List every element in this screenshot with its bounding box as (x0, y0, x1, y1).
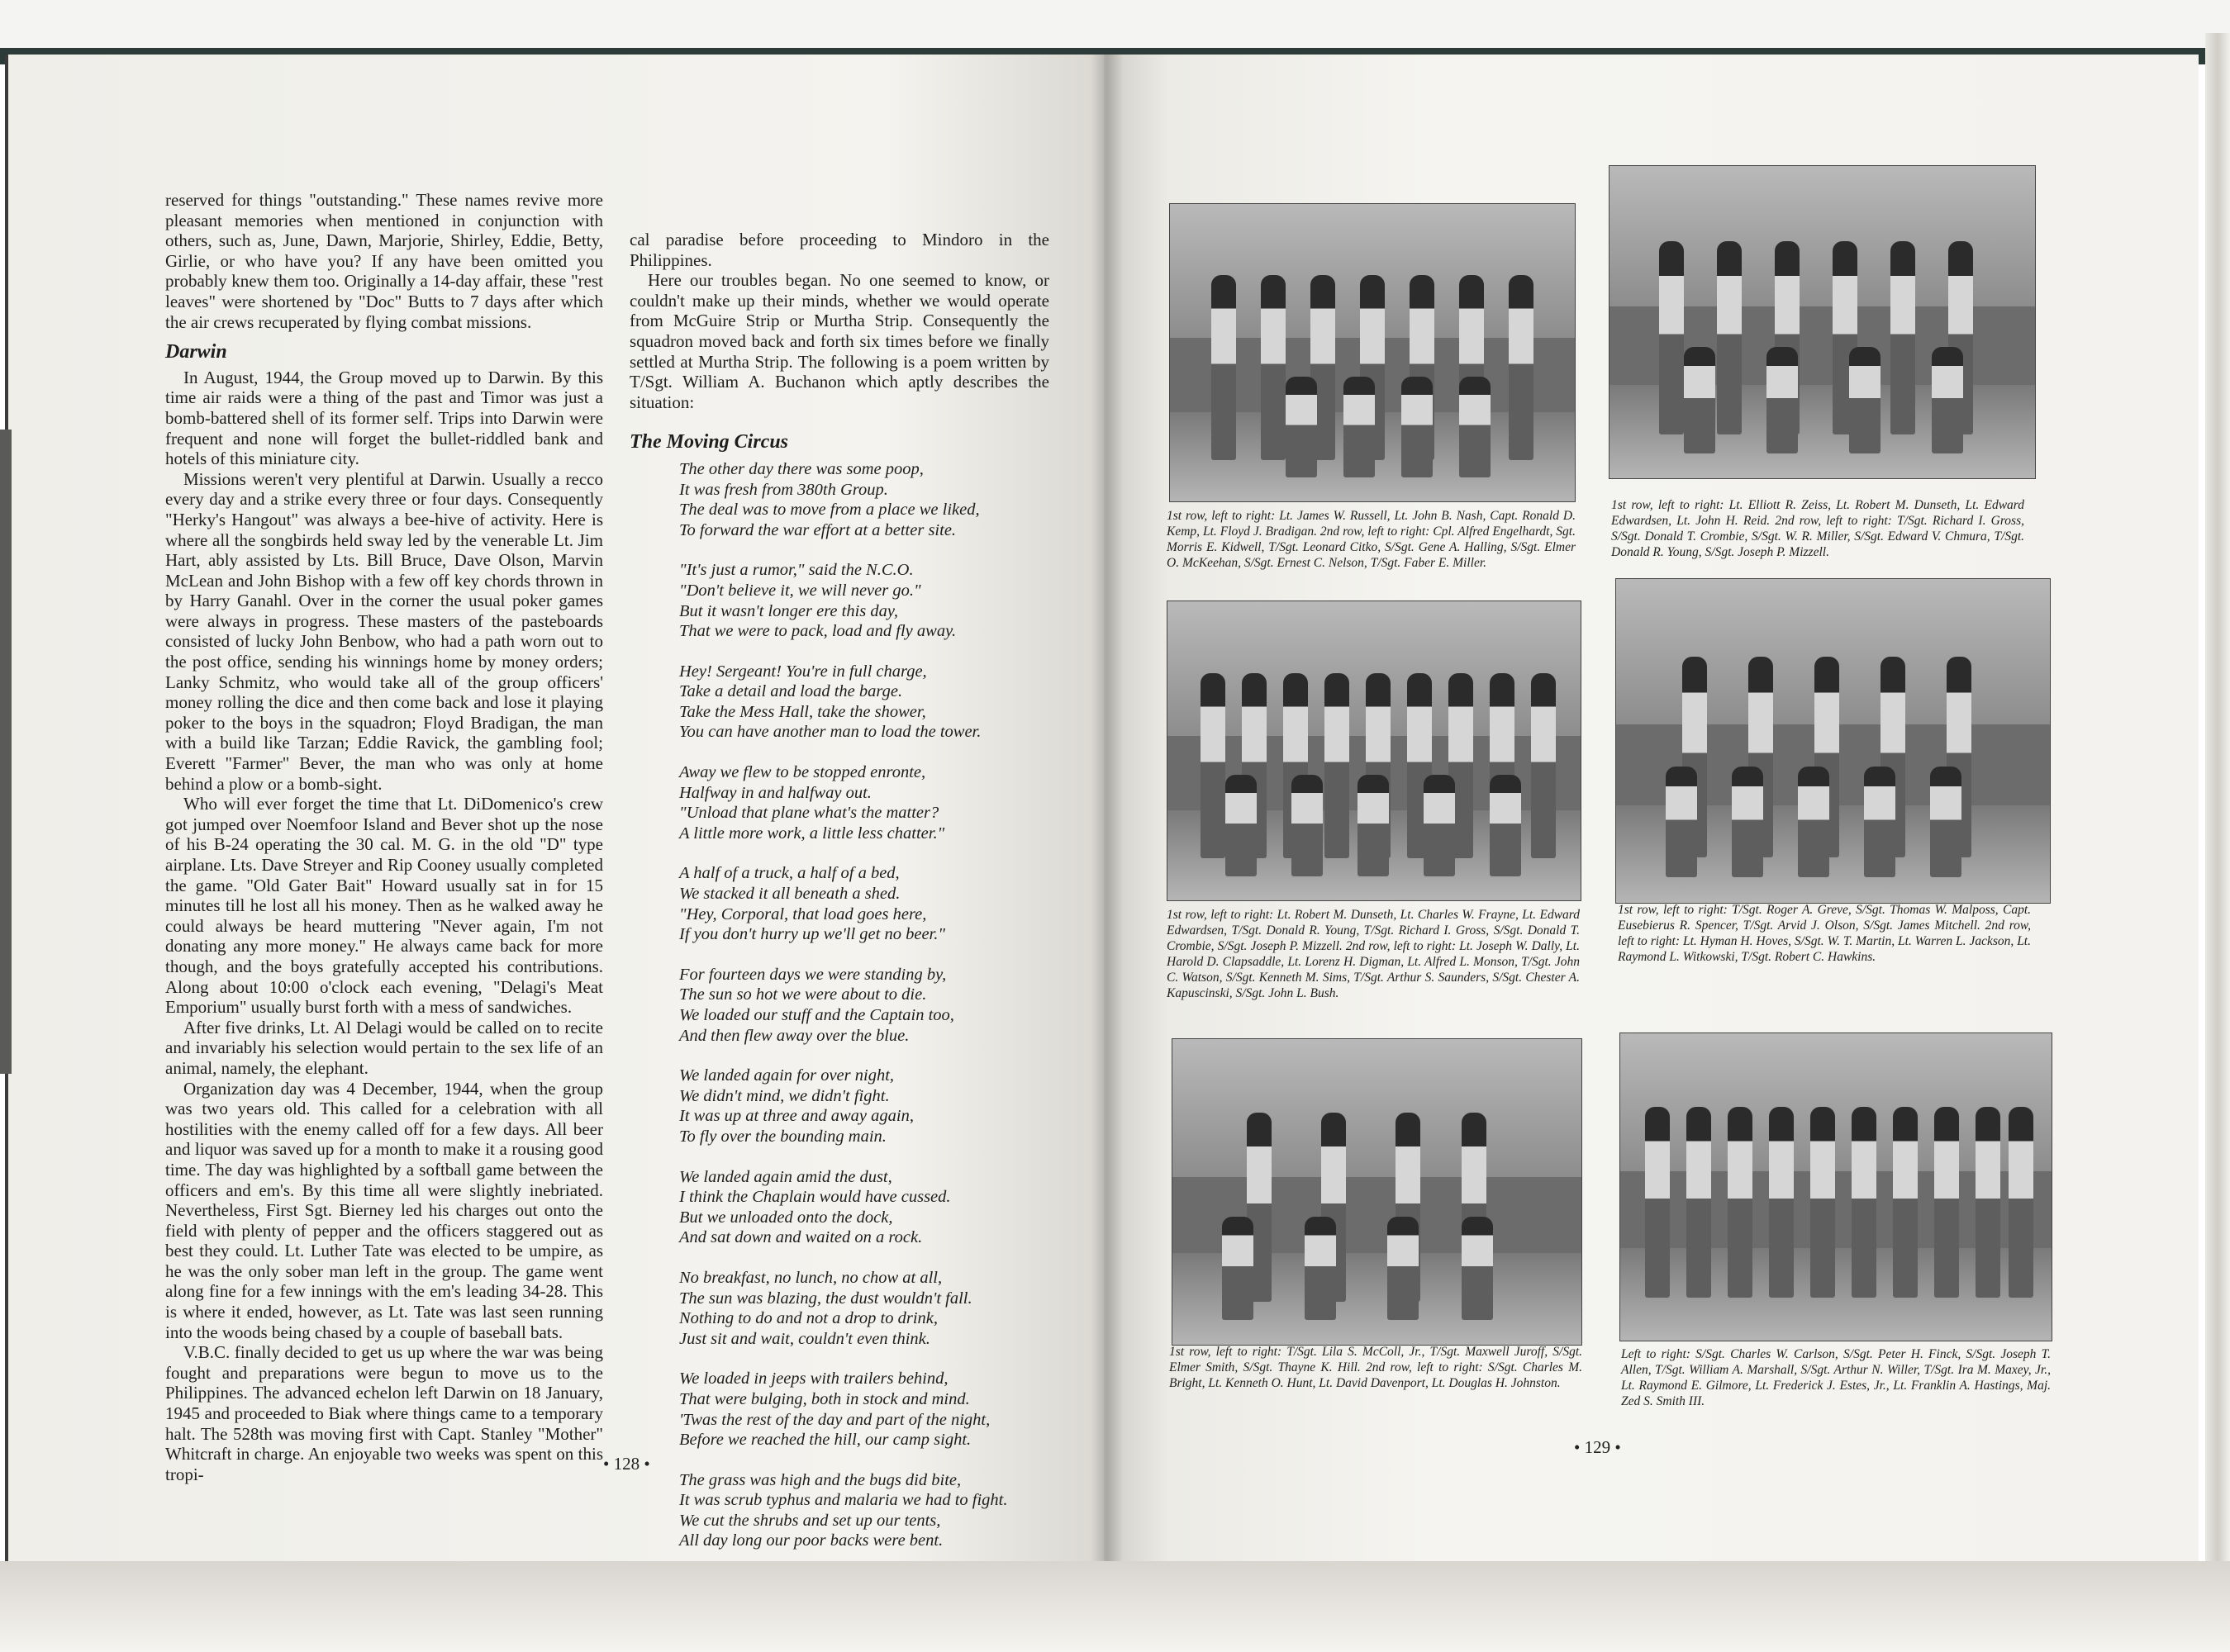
photo-caption-4: 1st row, left to right: T/Sgt. Roger A. Greve, S/Sgt. Thomas W. Malposs, Capt. Eusebierus R. Spencer, T/Sgt. Arvid J. Olson, S/Sgt. James Mitchell. 2nd row, left to right: Lt. Hyman H. Hoves, S/Sgt. W. T. Martin, Lt. Warren L. Jackson, Lt. Raymond L. Witkowski, T/Sgt. Robert C. Hawkins. (1618, 903, 2031, 964)
photo-caption-1: 1st row, left to right: Lt. James W. Russell, Lt. John B. Nash, Capt. Ronald D. Kemp, Lt. Floyd J. Bradigan. 2nd row, left to right: Cpl. Alfred Engelhardt, Sgt. Morris E. Kidwell, T/Sgt. Leonard Citko, S/Sgt. Gene A. Halling, S/Sgt. Elmer O. McKeehan, S/Sgt. Ernest C. Nelson, T/Sgt. Faber E. Miller. (1167, 509, 1576, 570)
poem-line: That were bulging, both in stock and mind. (679, 1389, 970, 1408)
poem-stanza (679, 863, 1049, 944)
poem-line: And sat down and waited on a rock. (679, 1228, 923, 1247)
poem-line: "Hey, Corporal, that load goes here, (679, 904, 927, 923)
poem-moving-circus (679, 459, 1049, 1551)
poem-line: "Unload that plane what's the matter? (679, 804, 939, 823)
poem-line: If you don't hurry up we'll get no beer." (679, 925, 945, 944)
poem-line: It was fresh from 380th Group. (679, 480, 888, 499)
table-surface (0, 1561, 2230, 1652)
poem-line: Halfway in and halfway out. (679, 783, 872, 802)
darwin-paragraph: Who will ever forget the time that Lt. DiDomenico's crew got jumped over Noemfoor Island and Bever shot up the nose of his B-24 operating the 30 cal. M. G. in the old "D" type airplane. Lts. Dave Streyer and Rip Cooney usually completed the game. "Old Gater Bait" Howard usually sat in for 15 minutes till he lost all his money. Then as he walked away he could always be heard muttering "Never again, I'm not donating any more money." He always came back for more though, and the boys gratefully accepted his contributions. Along about 10:00 o'clock each evening, "Delagi's Meat Emporium" usually burst forth with a mess of sandwiches. (165, 794, 603, 1018)
poem-stanza (679, 1268, 1049, 1349)
poem-line: The deal was to move from a place we liked, (679, 501, 980, 520)
poem-line: No breakfast, no lunch, no chow at all, (679, 1268, 943, 1287)
squadron-photo-3 (1167, 601, 1581, 901)
poem-stanza (679, 459, 1049, 540)
darwin-paragraph: Missions weren't very plentiful at Darwin. Usually a recco every day and a strike every three or four days. Consequently "Herky's Hangout" was always a bee-hive of activity. Here is where all the songbirds held sway led by the venerable Lt. Jim Hart, ably assisted by Lts. Bill Bruce, Dave Olson, Marvin McLean and John Bishop with a few off key chords thrown in by Harry Ganahl. Over in the corner the usual poker games were always in progress. These masters of the pasteboards consisted of lucky John Benbow, who had a path worn out to the post office, sending his winnings home by money orders; Lanky Schmitz, who would take all of the group officers' money rolling the dice and then come back and lose it playing poker to the boys in the squadron; Floyd Bradigan, the man with a build like Tarzan; Eddie Ravick, the gambling fool; Everett "Farmer" Bever, the man who was only at home behind a plow or a bomb-sight. (165, 468, 603, 794)
squadron-photo-1 (1169, 203, 1576, 502)
poem-title: The Moving Circus (630, 431, 789, 453)
poem-stanza (679, 1066, 1049, 1146)
poem-line: We loaded in jeeps with trailers behind, (679, 1370, 949, 1389)
photo-caption-2: 1st row, left to right: Lt. Elliott R. Zeiss, Lt. Robert M. Dunseth, Lt. Edward Edwardsen, Lt. John H. Reid. 2nd row, left to right: T/Sgt. Richard I. Gross, S/Sgt. Donald T. Crombie, S/Sgt. W. R. Miller, S/Sgt. Edward V. Chmura, T/Sgt. Donald R. Young, S/Sgt. Joseph P. Mizzell. (1611, 498, 2024, 559)
darwin-heading: Darwin (165, 341, 227, 363)
poem-line: We landed again for over night, (679, 1066, 895, 1085)
left-edge-strip (0, 430, 12, 1074)
darwin-paragraph: In August, 1944, the Group moved up to Darwin. By this time air raids were a thing of the past and Timor was just a bomb-battered shell of its former self. Trips into Darwin were frequent and none will forget the bullet-riddled bank and hotels of this miniature city. (165, 367, 603, 469)
poem-line: All day long our poor backs were bent. (679, 1531, 944, 1550)
poem-line: That we were to pack, load and fly away. (679, 622, 957, 641)
squadron-photo-6 (1619, 1032, 2052, 1341)
poem-line: We loaded our stuff and the Captain too, (679, 1006, 954, 1024)
poem-line: For fourteen days we were standing by, (679, 965, 947, 984)
poem-line: You can have another man to load the tower. (679, 723, 982, 742)
page-number-left: • 128 • (603, 1454, 650, 1474)
squadron-photo-5 (1172, 1038, 1582, 1346)
poem-line: The other day there was some poop, (679, 459, 924, 478)
left-page-column-2 (630, 230, 1049, 1571)
darwin-paragraph: V.B.C. finally decided to get us up where the war was being fought and preparations were begun to move us to the Philippines. The advanced echelon left Darwin on 18 January, 1945 and proceeded to Biak where things came to a temporary halt. The 528th was moving first with Capt. Stanley "Mother" Whitcraft in charge. An enjoyable two weeks was spent on this tropi- (165, 1342, 603, 1484)
poem-stanza (679, 662, 1049, 743)
poem-line: I think the Chaplain would have cussed. (679, 1188, 951, 1207)
poem-line: Nothing to do and not a drop to drink, (679, 1309, 939, 1328)
poem-line: And then flew away over the blue. (679, 1026, 910, 1045)
photo-caption-3: 1st row, left to right: Lt. Robert M. Dunseth, Lt. Charles W. Frayne, Lt. Edward Edwardsen, T/Sgt. Donald R. Young, T/Sgt. Richard I. Gross, S/Sgt. Donald T. Crombie, S/Sgt. Joseph P. Mizzell. 2nd row, left to right: Lt. Joseph W. Dally, Lt. Harold D. Clapsaddle, Lt. Lorenz H. Digman, Lt. Alfred L. Monson, T/Sgt. John C. Watson, S/Sgt. Kenneth M. Sims, T/Sgt. Arthur S. Saunders, S/Sgt. Chester A. Kapuscinski, S/Sgt. John L. Bush. (1167, 908, 1580, 1000)
poem-stanza (679, 1167, 1049, 1248)
page-number-right: • 129 • (1574, 1437, 1621, 1457)
poem-line: "It's just a rumor," said the N.C.O. (679, 561, 914, 580)
continued-paragraph: cal paradise before proceeding to Mindoro in the Philippines. (630, 230, 1049, 270)
poem-line: The sun was blazing, the dust wouldn't fall. (679, 1289, 972, 1308)
poem-line: Away we flew to be stopped enronte, (679, 763, 926, 782)
photo-caption-5: 1st row, left to right: T/Sgt. Lila S. McColl, Jr., T/Sgt. Maxwell Juroff, S/Sgt. Elmer Smith, S/Sgt. Thayne K. Hill. 2nd row, left to right: S/Sgt. Charles M. Bright, Lt. Kenneth O. Hunt, Lt. David Davenport, Lt. Douglas H. Johnston. (1169, 1345, 1582, 1390)
poem-stanza (679, 965, 1049, 1046)
poem-line: A half of a truck, a half of a bed, (679, 864, 900, 883)
squadron-photo-2 (1609, 165, 2036, 479)
poem-line: Take a detail and load the barge. (679, 682, 903, 701)
book-page-edges (2205, 33, 2230, 1652)
left-page-column-1 (165, 190, 603, 1484)
poem-stanza (679, 1470, 1049, 1551)
poem-line: The sun so hot we were about to die. (679, 985, 927, 1004)
mindoro-paragraph: Here our troubles began. No one seemed to know, or couldn't make up their minds, whether we would operate from McGuire Strip or Murtha Strip. Consequently the squadron moved back and forth six times before we finally settled at Murtha Strip. The following is a poem written by T/Sgt. William A. Buchanon which aptly describes the situation: (630, 270, 1049, 412)
poem-line: To forward the war effort at a better site. (679, 520, 957, 539)
poem-line: But it wasn't longer ere this day, (679, 601, 898, 620)
darwin-paragraph: Organization day was 4 December, 1944, when the group was two years old. This called for a celebration with all hostilities with the enemy called off for a few days. All beer and liquor was saved up for a month to make it a rousing good time. The day was highlighted by a softball game between the officers and em's. By this time all were slightly inebriated. Nevertheless, First Sgt. Bierney led his charges out onto the field with plenty of pepper and the officers staggered out as best they could. Lt. Luther Tate was elected to be umpire, as he was the only sober man left in the group. The game went along fine for a few innings with the em's leading 34-28. This is where it ended, however, as Lt. Tate was last seen running into the woods being chased by a couple of baseball bats. (165, 1078, 603, 1342)
poem-line: We landed again amid the dust, (679, 1167, 892, 1186)
poem-stanza (679, 560, 1049, 641)
intro-paragraph: reserved for things "outstanding." These names revive more pleasant memories when mentioned in conjunction with others, such as, June, Dawn, Marjorie, Shirley, Eddie, Betty, Girlie, or who have you? If any have been omitted you probably knew them too. Originally a 14-day affair, these "rest leaves" were shortened by "Doc" Butts to 7 days after which the air crews recuperated by flying combat missions. (165, 190, 603, 332)
poem-stanza (679, 1369, 1049, 1450)
poem-line: We cut the shrubs and set up our tents, (679, 1511, 941, 1530)
book-gutter (1091, 55, 1124, 1607)
poem-line: 'Twas the rest of the day and part of the night, (679, 1410, 991, 1429)
photo-caption-6: Left to right: S/Sgt. Charles W. Carlson, S/Sgt. Peter H. Finck, S/Sgt. Joseph T. Allen, T/Sgt. William A. Marshall, S/Sgt. Arthur N. Willer, T/Sgt. Ira M. Maxey, Jr., Lt. Raymond E. Gilmore, Lt. Frederick J. Estes, Jr., Lt. Franklin A. Hastings, Maj. Zed S. Smith III. (1621, 1347, 2051, 1408)
poem-line: We stacked it all beneath a shed. (679, 885, 901, 904)
poem-line: But we unloaded onto the dock, (679, 1208, 893, 1227)
poem-line: Just sit and wait, couldn't even think. (679, 1329, 930, 1348)
poem-line: We didn't mind, we didn't fight. (679, 1086, 890, 1105)
poem-stanza (679, 762, 1049, 843)
squadron-photo-4 (1615, 578, 2051, 904)
poem-line: Hey! Sergeant! You're in full charge, (679, 662, 927, 681)
darwin-paragraph: After five drinks, Lt. Al Delagi would be called on to recite and invariably his selection would pertain to the sex life of an animal, namely, the elephant. (165, 1017, 603, 1078)
poem-line: To fly over the bounding main. (679, 1127, 887, 1146)
poem-line: Before we reached the hill, our camp sight. (679, 1431, 972, 1450)
poem-line: A little more work, a little less chatter." (679, 824, 945, 843)
poem-line: Take the Mess Hall, take the shower, (679, 702, 926, 721)
poem-line: "Don't believe it, we will never go." (679, 581, 921, 600)
poem-line: The grass was high and the bugs did bite, (679, 1470, 962, 1489)
poem-line: It was up at three and away again, (679, 1107, 914, 1126)
poem-line: It was scrub typhus and malaria we had to fight. (679, 1491, 1008, 1510)
